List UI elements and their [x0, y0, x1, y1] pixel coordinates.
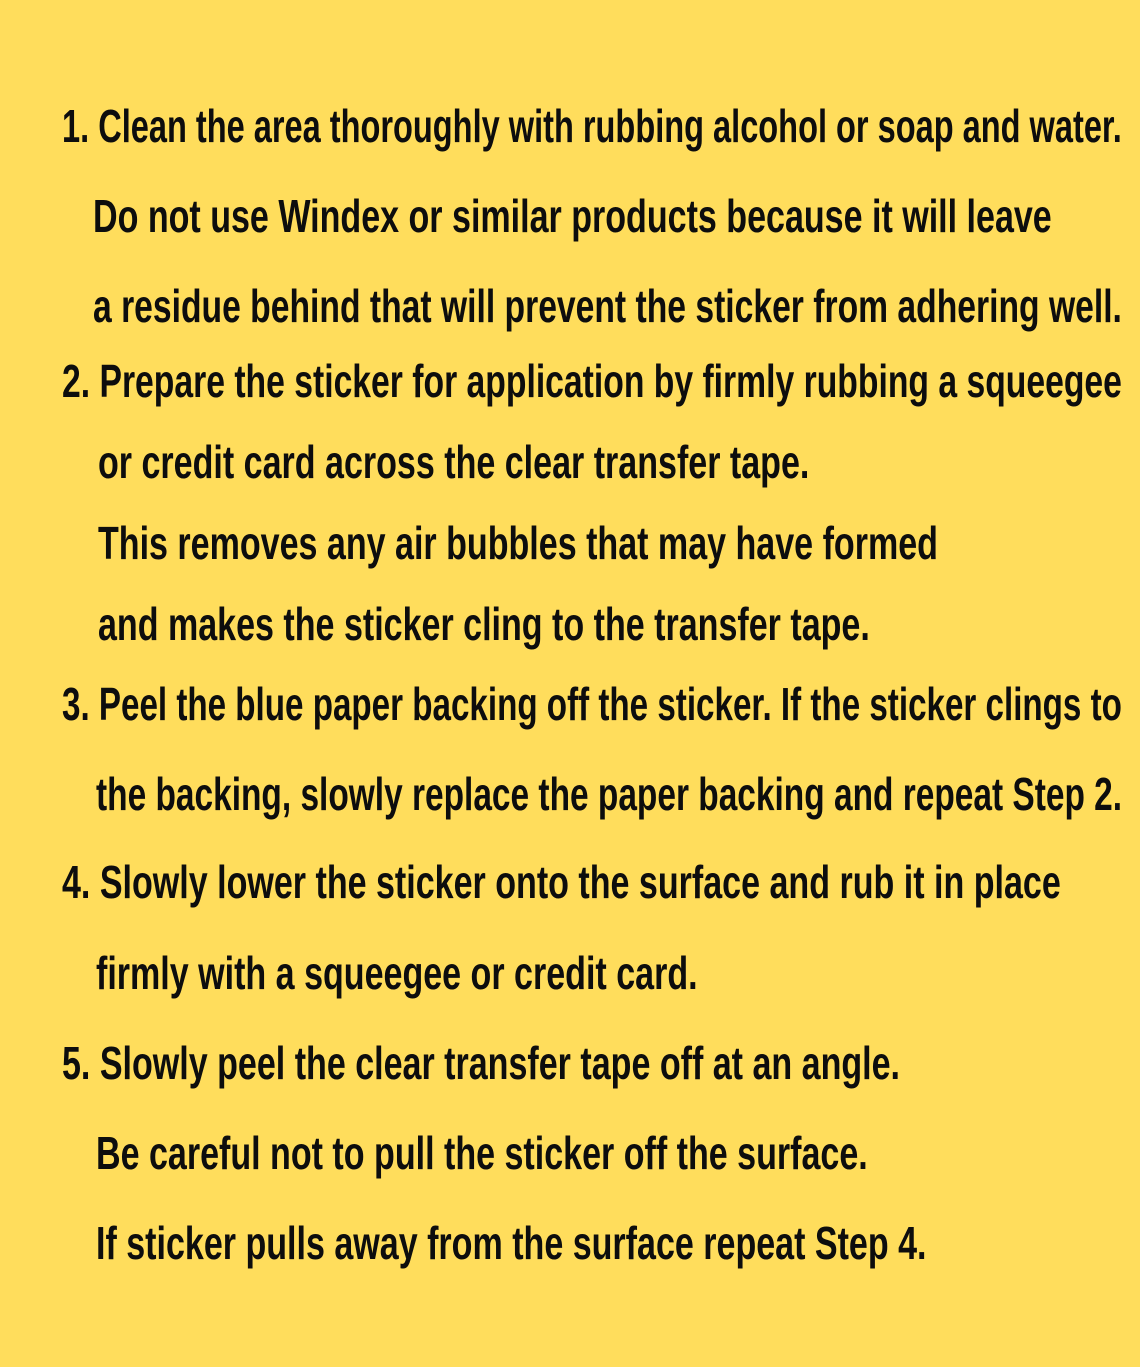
step-3-line-1: 3. Peel the blue paper backing off the sticker. If the sticker clings to [62, 678, 1122, 730]
step-1-line-1: 1. Clean the area thoroughly with rubbing alcohol or soap and water. [62, 100, 1122, 152]
step-2-line-2: or credit card across the clear transfer tape. [98, 436, 810, 488]
step-2-line-4: and makes the sticker cling to the transfer tape. [98, 598, 870, 650]
step-1-line-3: a residue behind that will prevent the sticker from adhering well. [93, 280, 1122, 332]
step-5-line-2: Be careful not to pull the sticker off the surface. [96, 1127, 868, 1179]
step-1-line-2: Do not use Windex or similar products because it will leave [93, 190, 1052, 242]
step-4-line-1: 4. Slowly lower the sticker onto the surface and rub it in place [62, 856, 1061, 908]
step-4-line-2: firmly with a squeegee or credit card. [96, 947, 698, 999]
step-2-line-1: 2. Prepare the sticker for application by firmly rubbing a squeegee [62, 355, 1122, 407]
step-2-line-3: This removes any air bubbles that may have formed [98, 517, 938, 569]
step-5-line-1: 5. Slowly peel the clear transfer tape off at an angle. [62, 1037, 901, 1089]
step-3-line-2: the backing, slowly replace the paper backing and repeat Step 2. [96, 768, 1123, 820]
step-5-line-3: If sticker pulls away from the surface repeat Step 4. [96, 1217, 927, 1269]
